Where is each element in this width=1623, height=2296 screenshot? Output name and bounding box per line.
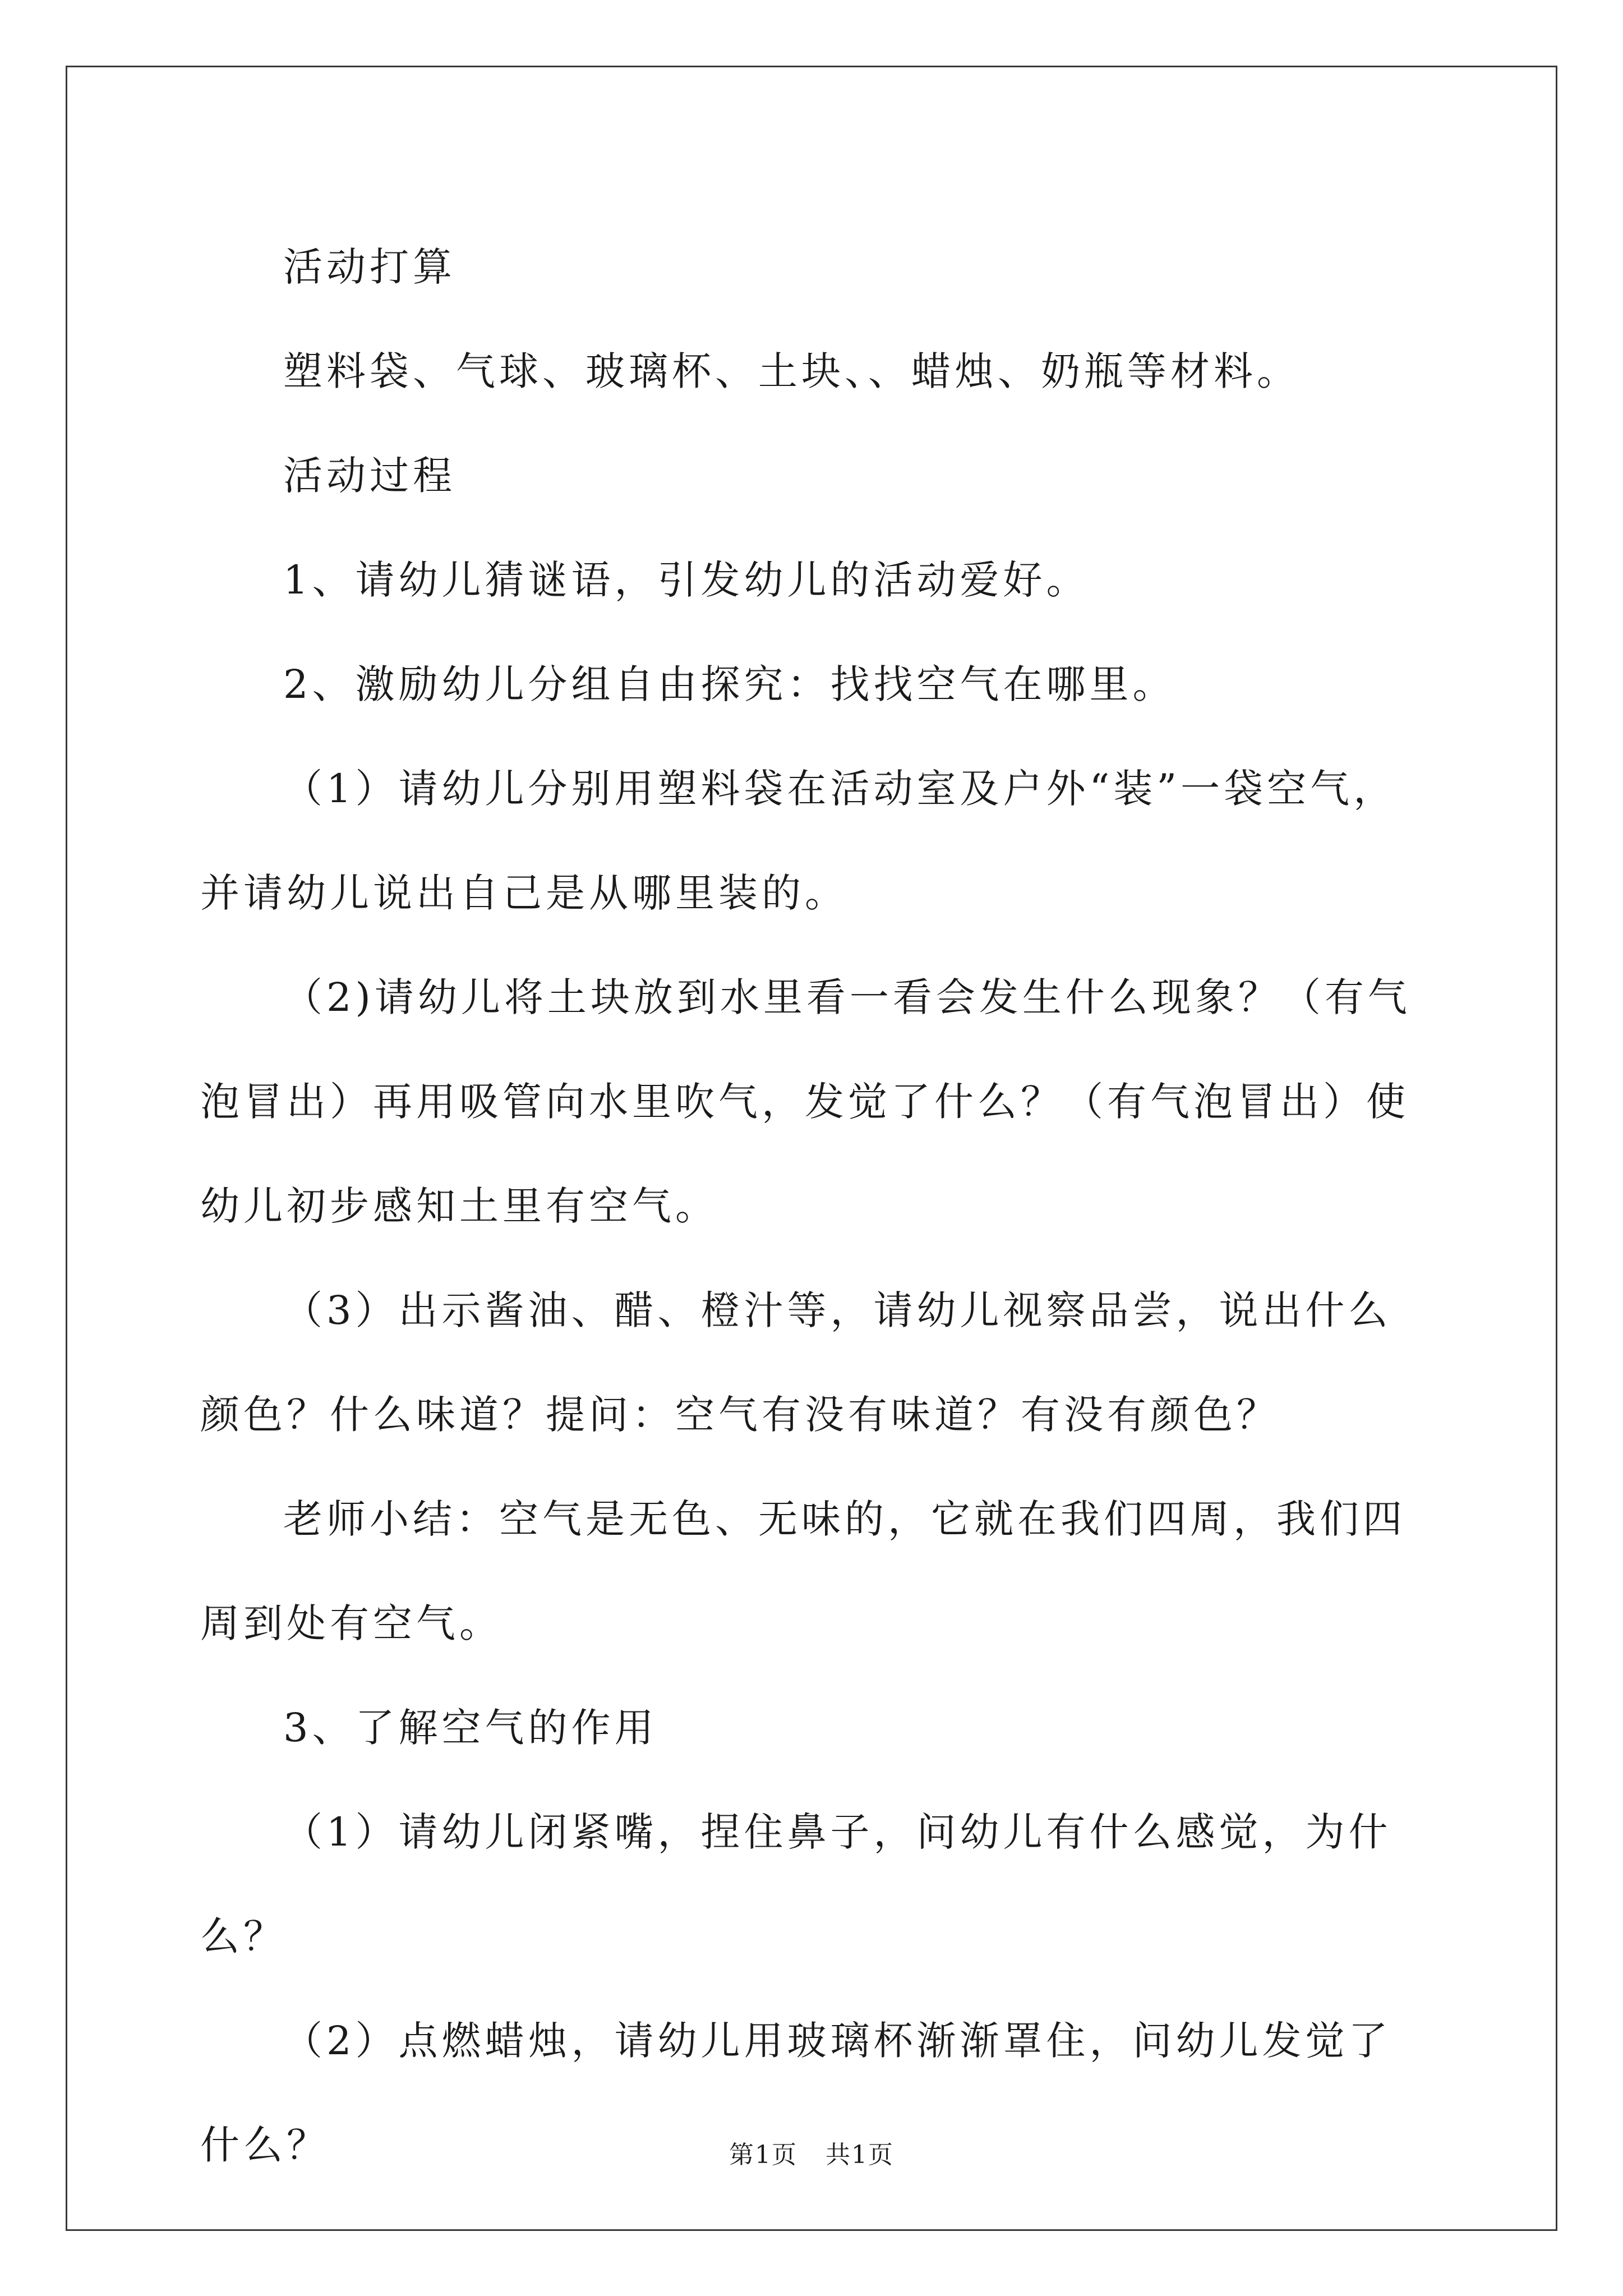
step-2-paragraph: 2、激励幼儿分组自由探究：找找空气在哪里。: [283, 661, 1176, 707]
step-3-2-paragraph: （2）点燃蜡烛，请幼儿用玻璃杯渐渐罩住，问幼儿发觉了什么？: [200, 2018, 1392, 2168]
materials-paragraph: 塑料袋、气球、玻璃杯、土块、、蜡烛、奶瓶等材料。: [283, 348, 1300, 394]
page-number: 第1页: [729, 2141, 797, 2169]
teacher-summary-paragraph: 老师小结：空气是无色、无味的，它就在我们四周，我们四周到处有空气。: [200, 1496, 1406, 1646]
step-2-2-paragraph: （2)请幼儿将土块放到水里看一看会发生什么现象？（有气泡冒出）再用吸管向水里吹气，发觉了什么？（有气泡冒出）使幼儿初步感知土里有空气。: [200, 974, 1411, 1229]
document-body: [200, 215, 1434, 2197]
step-3-paragraph: 3、了解空气的作用: [283, 1705, 658, 1751]
page-footer: [0, 2134, 1623, 2170]
step-2-1-paragraph: （1）请幼儿分别用塑料袋在活动室及户外“装”一袋空气，并请幼儿说出自己是从哪里装的。: [200, 766, 1397, 916]
step-2-3-paragraph: （3）出示酱油、醋、橙汁等，请幼儿视察品尝，说出什么颜色？什么味道？提问：空气有没有味道？有没有颜色？: [200, 1287, 1392, 1438]
heading-preparation: 活动打算: [283, 244, 456, 290]
step-1-paragraph: 1、请幼儿猜谜语，引发幼儿的活动爱好。: [283, 557, 1090, 603]
heading-process: 活动过程: [283, 453, 456, 499]
page-total: 共1页: [826, 2141, 894, 2169]
step-3-1-paragraph: （1）请幼儿闭紧嘴，捏住鼻子，问幼儿有什么感觉，为什么？: [200, 1809, 1392, 1959]
